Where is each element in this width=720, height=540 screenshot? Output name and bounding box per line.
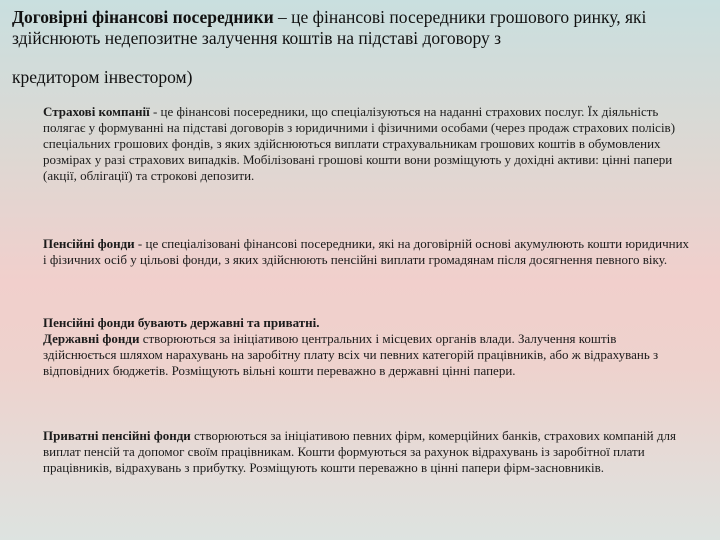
heading-term: Договірні фінансові посередники [12,7,274,27]
state-funds-definition: створюються за ініціативою центральних і місцевих органів влади. Залучення коштів здійснюється шляхом нарахувань на заробітну плату всіх чи певних категорій працівників, або ж відрахувань з відповідних бюджетів. Розміщують вільні кошти переважно в державні цінні папери. [43,331,659,378]
private-funds-definition: створюються за ініціативою певних фірм, комерційних банків, страхових компаній для виплат пенсій та допомог своїм працівникам. Кошти формуються за рахунок відрахувань із заробітної плати працівників, відрахувань з прибутку. Розміщують кошти переважно в цінні папери фірм-засновників. [43,428,676,475]
pension-term: Пенсійні фонди [43,236,135,251]
insurance-paragraph [43,104,693,184]
private-funds-paragraph [43,428,693,476]
heading-definition: – це фінансові посередники грошового ринку, які здійснюють недепозитне залучення коштів на підставі договору з [12,7,647,48]
slide-heading [12,7,712,88]
heading-continuation: кредитором інвестором) [12,67,193,87]
pension-types-paragraph [43,315,693,379]
state-funds-term: Державні фонди [43,331,140,346]
pension-paragraph [43,236,693,268]
private-funds-term: Приватні пенсійні фонди [43,428,191,443]
pension-definition: - це спеціалізовані фінансові посередники, які на договірній основі акумулюють кошти юридичних і фізичних осіб у цільові фонди, з яких здійснюють пенсійні виплати громадянам після досягнення певного віку. [43,236,690,267]
pension-types-title: Пенсійні фонди бувають державні та приватні. [43,315,320,330]
insurance-definition: - це фінансові посередники, що спеціалізуються на наданні страхових послуг. Їх діяльність полягає у формуванні на підставі договорів з юридичними і фізичними особами (через продаж страхових полісів) спеціальних грошових фондів, з яких здійснюються виплати страхувальникам грошових коштів в обумовлених розмірах у разі страхових випадків. Мобілізовані грошові кошти вони розміщують у дохідні активи: цінні папери (акції, облігації) та строкові депозити. [43,104,676,183]
insurance-term: Страхові компанії [43,104,150,119]
